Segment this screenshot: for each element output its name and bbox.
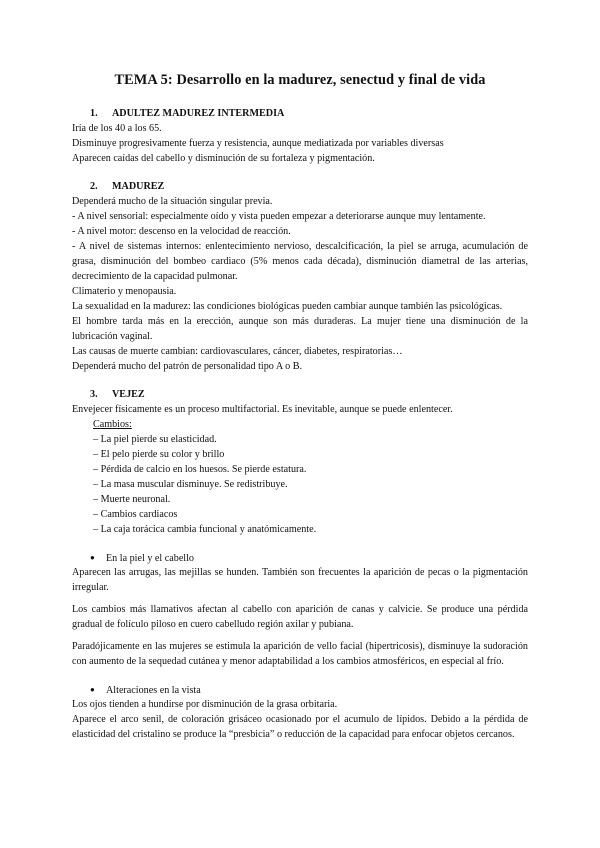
section-heading <box>90 179 528 194</box>
section-vejez <box>72 387 528 537</box>
bullet-title: Alteraciones en la vista <box>106 685 201 696</box>
paragraph: - A nivel motor: descenso en la velocidad de reacción. <box>72 226 291 237</box>
bullet-heading <box>90 682 528 697</box>
section-title: ADULTEZ MADUREZ INTERMEDIA <box>112 108 285 119</box>
paragraph: Los ojos tienden a hundirse por disminución de la grasa orbitaria. <box>72 699 338 710</box>
list-item: – Muerte neuronal. <box>93 494 171 505</box>
section-number: 1. <box>90 108 98 119</box>
paragraph: Paradójicamente en las mujeres se estimula la aparición de vello facial (hipertricosis), disminuye la sudoración con aumento de la sequedad cutánea y menor adaptabilidad a los cambios atmosféricos, en especial al frío. <box>72 641 528 667</box>
list-item: – La caja torácica cambia funcional y anatómicamente. <box>93 524 317 535</box>
bullet-title: En la piel y el cabello <box>106 553 194 564</box>
section-title: VEJEZ <box>112 389 145 400</box>
paragraph: Dependerá mucho del patrón de personalidad tipo A o B. <box>72 361 303 372</box>
list-item: – La masa muscular disminuye. Se redistribuye. <box>93 479 288 490</box>
bullet-icon: ● <box>90 553 95 562</box>
list-item: – La piel pierde su elasticidad. <box>93 434 217 445</box>
paragraph: El hombre tarda más en la erección, aunque son más duraderas. La mujer tiene una disminución de la lubricación vaginal. <box>72 316 528 342</box>
paragraph: Disminuye progresivamente fuerza y resistencia, aunque mediatizada por variables diversas <box>72 138 444 149</box>
paragraph: Climaterio y menopausia. <box>72 286 177 297</box>
bullet-heading <box>90 550 528 565</box>
paragraph: Los cambios más llamativos afectan al cabello con aparición de canas y calvicie. Se produce una pérdida gradual de folículo piloso en cuero cabelludo región axilar y pubiana. <box>72 604 528 630</box>
paragraph: Iría de los 40 a los 65. <box>72 123 162 134</box>
document-body <box>72 106 528 742</box>
paragraph: La sexualidad en la madurez: las condiciones biológicas pueden cambiar aunque también las psicológicas. <box>72 301 503 312</box>
changes-label: Cambios: <box>93 419 132 430</box>
section-number: 3. <box>90 389 98 400</box>
paragraph: Aparecen las arrugas, las mejillas se hunden. También son frecuentes la aparición de pecas o la pigmentación irregular. <box>72 567 528 593</box>
list-item: – Cambios cardiacos <box>93 509 178 520</box>
paragraph: Dependerá mucho de la situación singular previa. <box>72 196 273 207</box>
subsection-skin-hair <box>72 550 528 669</box>
section-madurez <box>72 179 528 374</box>
bullet-icon: ● <box>90 685 95 694</box>
subsection-vision <box>72 682 528 742</box>
paragraph: Las causas de muerte cambian: cardiovasculares, cáncer, diabetes, respiratorias… <box>72 346 403 357</box>
section-heading <box>90 106 528 121</box>
list-item: – El pelo pierde su color y brillo <box>93 449 225 460</box>
section-number: 2. <box>90 181 98 192</box>
paragraph: Aparece el arco senil, de coloración grisáceo ocasionado por el acumulo de lípidos. Debido a la pérdida de elasticidad del cristalino se produce la “presbicia” o reducción de la capacidad para enfocar objetos cercanos. <box>72 714 528 740</box>
paragraph: - A nivel sensorial: especialmente oído y vista pueden empezar a deteriorarse aunque muy lentamente. <box>72 211 486 222</box>
paragraph: - A nivel de sistemas internos: enlentecimiento nervioso, descalcificación, la piel se arruga, acumulación de grasa, disminución del bombeo cardiaco (5% menos cada década), disminución diametral de las arterias, decrecimiento de la capacidad pulmonar. <box>72 241 528 282</box>
paragraph: Envejecer físicamente es un proceso multifactorial. Es inevitable, aunque se puede enlentecer. <box>72 404 453 415</box>
section-title: MADUREZ <box>112 181 165 192</box>
paragraph: Aparecen caídas del cabello y disminución de su fortaleza y pigmentación. <box>72 153 375 164</box>
section-heading <box>90 387 528 402</box>
section-adultez <box>72 106 528 166</box>
page-title: TEMA 5: Desarrollo en la madurez, senectud y final de vida <box>114 72 486 88</box>
list-item: – Pérdida de calcio en los huesos. Se pierde estatura. <box>93 464 307 475</box>
